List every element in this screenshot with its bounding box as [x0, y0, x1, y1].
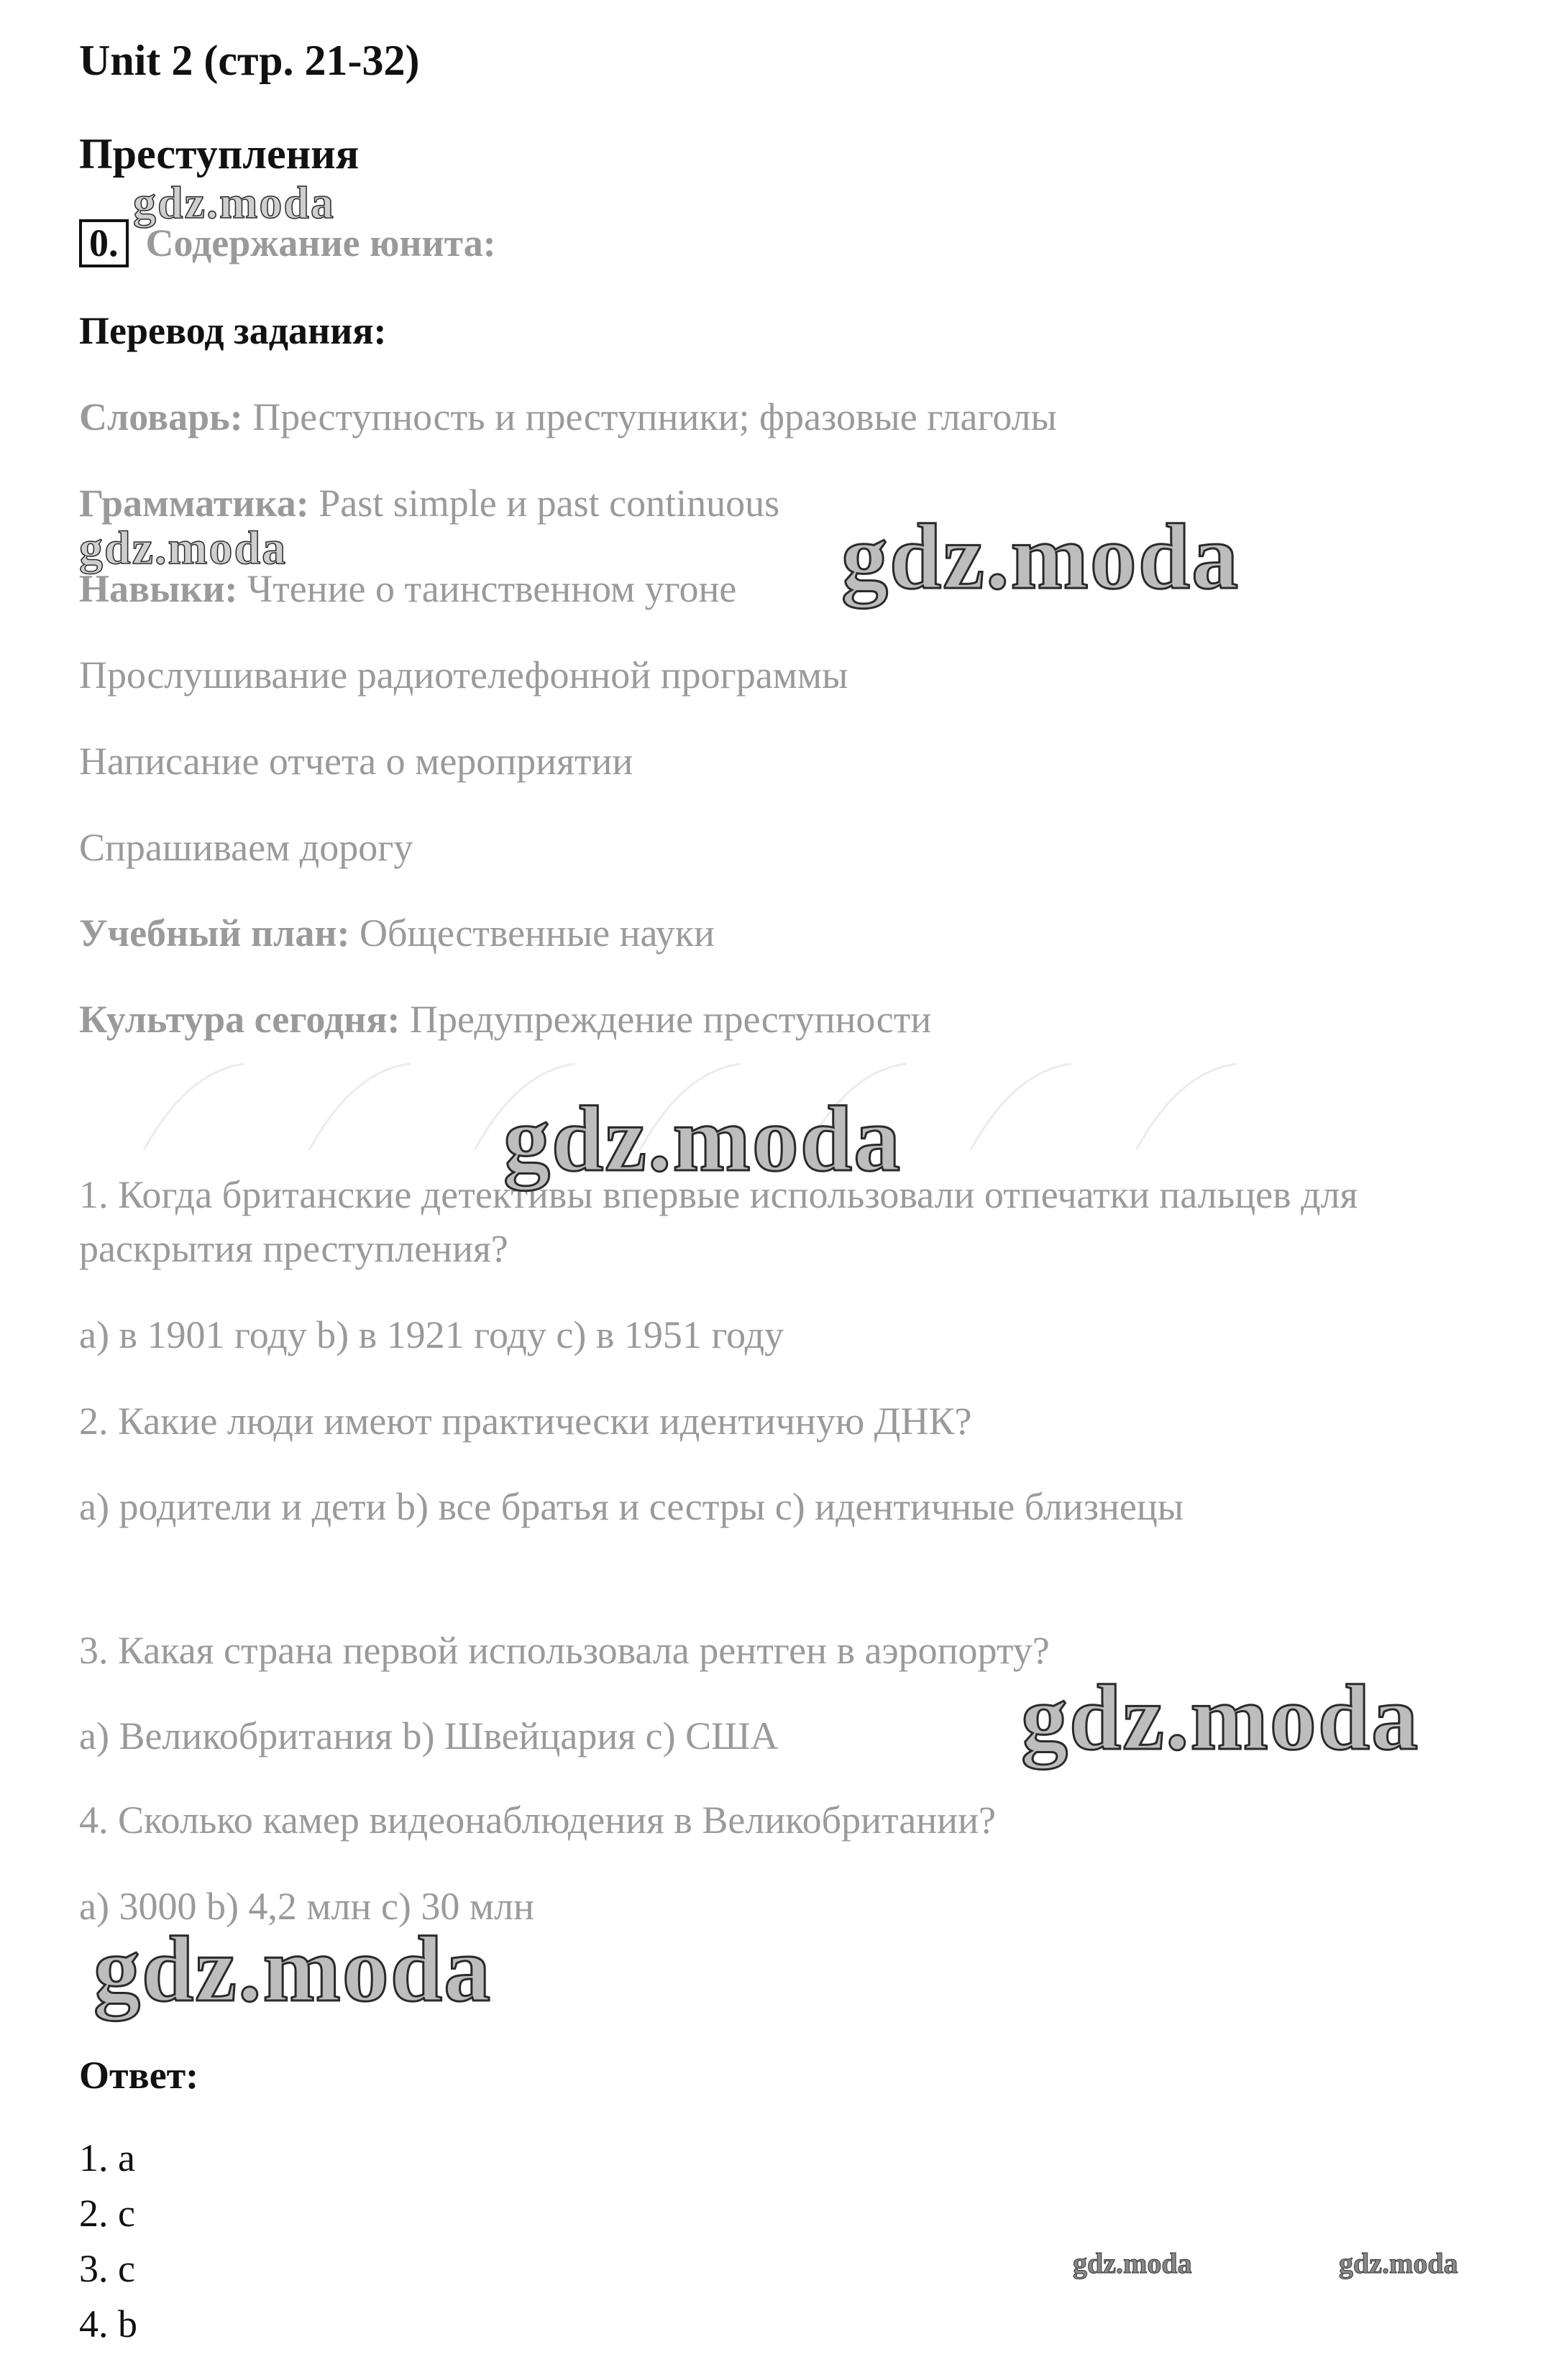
contents-label: Учебный план:	[79, 911, 350, 955]
contents-label: Словарь:	[79, 395, 243, 438]
contents-label: Навыки:	[79, 567, 238, 610]
contents-label: Культура сегодня:	[79, 998, 400, 1041]
watermark: gdz.moda	[1339, 2247, 1458, 2279]
contents-label: Грамматика:	[79, 482, 309, 525]
contents-text: Предупреждение преступности	[400, 998, 932, 1041]
answer-item: 3. c	[79, 2247, 135, 2290]
question-3-options: а) Великобритания b) Швейцария с) США	[79, 1714, 779, 1758]
contents-item-listening	[79, 652, 848, 699]
watermark: gdz.moda	[1073, 2247, 1192, 2279]
answer-item: 1. a	[79, 2136, 135, 2179]
answer-item: 2. c	[79, 2192, 135, 2235]
watermark: gdz.moda	[93, 1918, 493, 2021]
question-1-line-1: 1. Когда британские детективы впервые использовали отпечатки пальцев для	[79, 1173, 1358, 1216]
contents-text: Чтение о таинственном угоне	[237, 567, 737, 610]
question-3: 3. Какая страна первой использовала рентген в аэропорту?	[79, 1629, 1050, 1672]
question-1-line-2: раскрытия преступления?	[79, 1227, 508, 1270]
watermark: gdz.moda	[133, 177, 335, 228]
watermark: gdz.moda	[503, 1088, 902, 1191]
question-2-options: а) родители и дети b) все братья и сестры с) идентичные близнецы	[79, 1485, 1184, 1528]
contents-text: Преступность и преступники; фразовые глаголы	[242, 395, 1057, 438]
watermark: gdz.moda	[841, 505, 1240, 609]
answer-label: Ответ:	[79, 2054, 199, 2097]
contents-item-grammar	[79, 480, 779, 527]
answer-item: 4. b	[79, 2302, 137, 2345]
unit-heading: Unit 2 (стр. 21-32)	[79, 37, 420, 84]
contents-text: Past simple и past continuous	[308, 482, 780, 525]
contents-item-curriculum	[79, 910, 715, 957]
question-4-options: а) 3000 b) 4,2 млн с) 30 млн	[79, 1885, 534, 1928]
topic-heading: Преступления	[79, 130, 360, 178]
contents-text: Написание отчета о мероприятии	[79, 740, 633, 783]
contents-text: Общественные науки	[349, 911, 715, 955]
contents-item-directions	[79, 824, 413, 871]
contents-item-writing	[79, 738, 633, 785]
task-number: 0	[89, 221, 109, 265]
task-title: Содержание юнита:	[145, 221, 496, 265]
task-number-box	[79, 219, 129, 267]
watermark: gdz.moda	[1021, 1666, 1420, 1770]
question-1-options: а) в 1901 году b) в 1921 году с) в 1951 году	[79, 1313, 784, 1356]
contents-item-culture	[79, 996, 931, 1043]
contents-item-vocabulary	[79, 394, 1057, 441]
task-number-suffix: .	[109, 221, 119, 265]
contents-text: Спрашиваем дорогу	[79, 826, 413, 869]
question-4: 4. Сколько камер видеонаблюдения в Великобритании?	[79, 1798, 996, 1842]
question-2: 2. Какие люди имеют практически идентичную ДНК?	[79, 1400, 972, 1443]
translation-label: Перевод задания:	[79, 309, 387, 352]
contents-text: Прослушивание радиотелефонной программы	[79, 653, 848, 697]
watermark: gdz.moda	[79, 522, 288, 574]
